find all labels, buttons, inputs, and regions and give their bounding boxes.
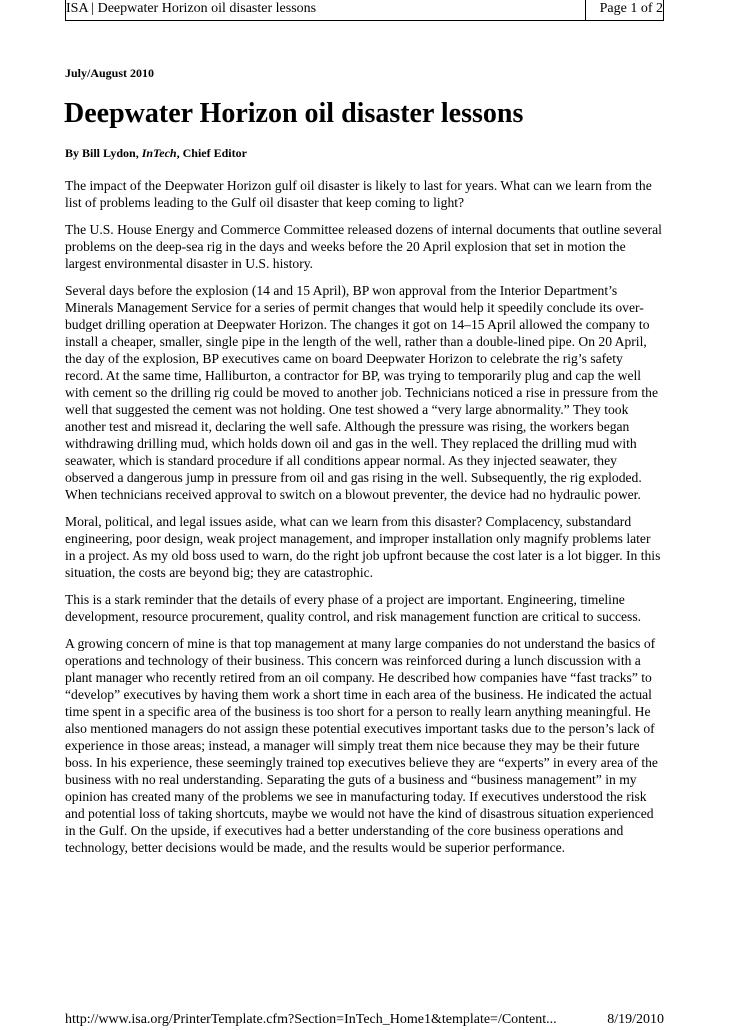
byline (65, 146, 247, 161)
byline-prefix: By Bill Lydon, (65, 146, 142, 160)
byline-suffix: , Chief Editor (176, 146, 247, 160)
byline-publication: InTech (141, 146, 177, 160)
issue-date: July/August 2010 (65, 66, 155, 80)
paragraph-1: The impact of the Deepwater Horizon gulf oil disaster is likely to last for years. What can we learn from the list of problems leading to the Gulf oil disaster that keep coming to light? (65, 178, 652, 210)
print-header (65, 0, 664, 21)
article-title: Deepwater Horizon oil disaster lessons (64, 98, 524, 129)
footer-print-date: 8/19/2010 (607, 1012, 664, 1027)
paragraph-3: Several days before the explosion (14 and 15 April), BP won approval from the Interior Department’s Minerals Management Service for a series of permit changes that would help it speedily conclude its over-budget drilling operation at Deepwater Horizon. The changes it got on 14–15 April allowed the company to install a cheaper, smaller, single pipe in the length of the well, rather than a double-lined pipe. On 20 April, the day of the explosion, BP executives came on board Deepwater Horizon to celebrate the rig’s safety record. At the same time, Halliburton, a contractor for BP, was trying to temporarily plug and cap the well with cement so the drilling rig could be moved to another job. Technicians noticed a rise in pressure from the well that suggested the cement was not holding. One test showed a “very large abnormality.” They took another test and misread it, declaring the well safe. Although the pressure was rising, the workers began withdrawing drilling mud, which holds down oil and gas in the well. They replaced the drilling mud with seawater, which is standard procedure if all conditions appear normal. As they injected seawater, they observed a dangerous jump in pressure from oil and gas rising in the well. Subsequently, the rig exploded. When technicians received approval to switch on a blowout preventer, the device had no hydraulic power. (65, 283, 658, 502)
header-page-number: Page 1 of 2 (585, 0, 663, 20)
header-page-title: ISA | Deepwater Horizon oil disaster lessons (66, 1, 317, 16)
paragraph-2: The U.S. House Energy and Commerce Committee released dozens of internal documents that outline several problems on the deep-sea rig in the days and weeks before the 20 April explosion that set in motion the largest environmental disaster in U.S. history. (65, 222, 662, 271)
paragraph-6: A growing concern of mine is that top management at many large companies do not understand the basics of operations and technology of their business. This concern was reinforced during a lunch discussion with a plant manager who recently retired from an oil company. He described how companies have “fast tracks” to “develop” executives by having them work a short time in each area of the business. He indicated the actual time spent in a specific area of the business is too short for a person to really learn anything meaningful. He also mentioned managers do not assign these potential executives important tasks due to the person’s lack of experience in those areas; instead, a manager will simply treat them nice because they may be their future boss. In his experience, these seemingly trained top executives believe they are “experts” in every area of the business with no real understanding. Separating the guts of a business and “business management” in my opinion has created many of the problems we see in manufacturing today. If executives understood the risk and potential loss of taking shortcuts, maybe we would not have the kind of disastrous situation experienced in the Gulf. On the upside, if executives had a better understanding of the core business operations and technology, better decisions would be made, and the results would be superior performance. (65, 636, 658, 855)
paragraph-4: Moral, political, and legal issues aside, what can we learn from this disaster? Complacency, substandard engineering, poor design, weak project management, and improper installation only magnify problems later in a project. As my old boss used to warn, do the right job upfront because the cost later is a lot bigger. In this situation, the costs are beyond big; they are catastrophic. (65, 514, 661, 580)
paragraph-5: This is a stark reminder that the details of every phase of a project are important. Engineering, timeline development, resource procurement, quality control, and risk management function are critical to success. (65, 592, 642, 624)
footer-url[interactable]: http://www.isa.org/PrinterTemplate.cfm?Section=InTech_Home1&template=/Content... (65, 1012, 557, 1027)
article-body (65, 177, 663, 866)
